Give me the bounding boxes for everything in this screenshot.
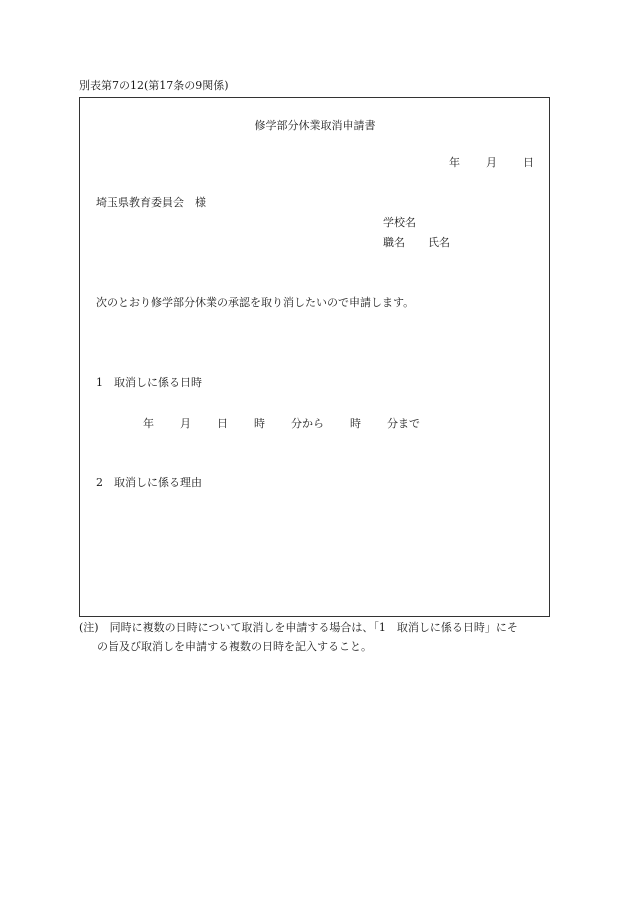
date-line: [449, 157, 534, 168]
note-line-1: (注) 同時に複数の日時について取消しを申請する場合は、「1 取消しに係る日時」にそ: [79, 621, 518, 634]
school-name-label: 学校名: [383, 216, 416, 229]
form-reference: 別表第7の12(第17条の9関係): [79, 79, 229, 92]
time-hour-label: 時: [254, 417, 265, 430]
date-day-label: 日: [523, 156, 534, 169]
name-label: 氏名: [428, 236, 450, 249]
form-frame: [79, 97, 550, 617]
form-title: 修学部分休業取消申請書: [254, 119, 376, 132]
item1-label: 1 取消しに係る日時: [96, 376, 202, 389]
addressee: 埼玉県教育委員会 様: [96, 196, 206, 209]
item1-time-line: [143, 418, 420, 429]
time-minute-to-label: 分まで: [387, 417, 420, 430]
time-hour-to-label: 時: [350, 417, 361, 430]
date-year-label: 年: [449, 156, 460, 169]
time-year-label: 年: [143, 417, 154, 430]
time-minute-from-label: 分から: [291, 417, 324, 430]
application-statement: 次のとおり修学部分休業の承認を取り消したいので申請します。: [96, 296, 415, 309]
item2-label: 2 取消しに係る理由: [96, 476, 202, 489]
position-label: 職名: [383, 236, 405, 249]
position-name-line: [383, 237, 450, 248]
time-day-label: 日: [217, 417, 228, 430]
note-line-2: の旨及び取消しを申請する複数の日時を記入すること。: [97, 640, 372, 653]
date-month-label: 月: [486, 156, 497, 169]
time-month-label: 月: [180, 417, 191, 430]
